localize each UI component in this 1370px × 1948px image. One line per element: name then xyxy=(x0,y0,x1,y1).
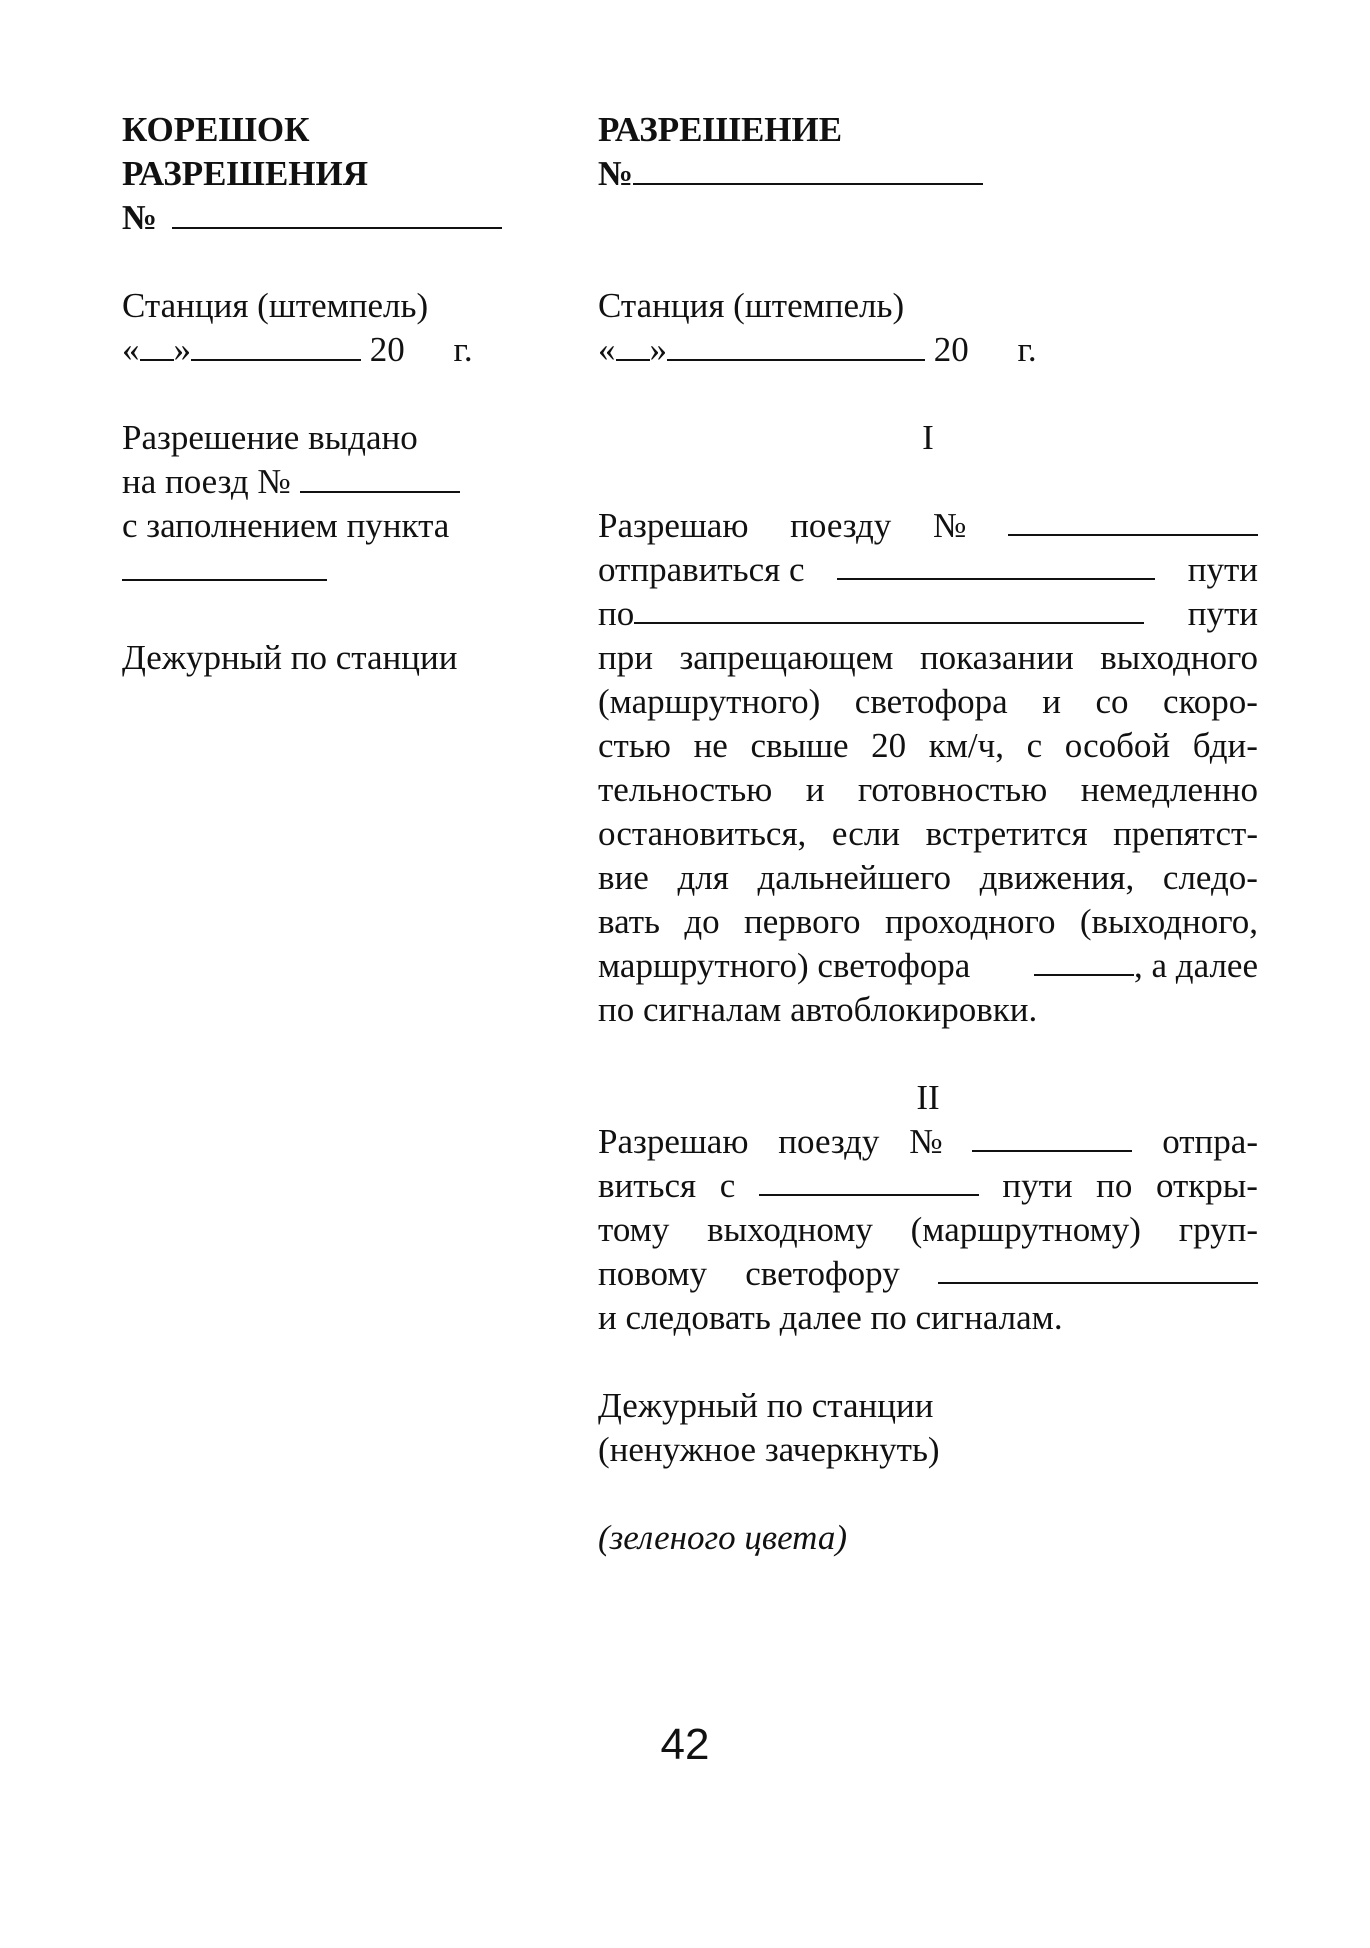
page-number: 42 xyxy=(660,1720,710,1769)
section-1-heading: I xyxy=(922,418,934,457)
permit-date-open: « xyxy=(598,330,616,369)
stub-number-label: № xyxy=(122,198,158,237)
s1-body-line: при запрещающем показании выходного xyxy=(598,638,1258,677)
stub-item-line xyxy=(122,548,522,592)
s1-body-line: остановиться, если встретится препятст- xyxy=(598,814,1258,853)
s1-train-number-blank xyxy=(1008,504,1258,536)
stub-issued-line1: Разрешение выдано xyxy=(122,418,418,457)
permit-duty-officer: Дежурный по станции xyxy=(598,1386,934,1425)
s1-signal-blank xyxy=(1034,944,1134,976)
permit-date-close: » xyxy=(649,330,667,369)
s1-l1-word-1: Разрешаю xyxy=(598,506,749,545)
s1-l1-word-2: поезду xyxy=(790,506,892,545)
permit-number-line xyxy=(598,152,1258,196)
stub-number-blank xyxy=(172,197,502,229)
stub-date-close: » xyxy=(173,330,191,369)
section-2-line-2: виться с пути по откры- xyxy=(598,1166,1258,1205)
permit-date-year-suffix: г. xyxy=(1017,330,1037,369)
stub-title-line2: РАЗРЕШЕНИЯ xyxy=(122,154,369,193)
permit-date-line xyxy=(598,328,1258,372)
stub-title-line1: КОРЕШОК xyxy=(122,110,310,149)
s1-body-line: тельностью и готовностью немедленно xyxy=(598,770,1258,809)
section-2-line-1: Разрешаю поезду № отпра- xyxy=(598,1122,1258,1161)
stub-day-blank xyxy=(140,329,174,361)
s1-l3-text: по xyxy=(598,594,635,633)
section-1-line-11 xyxy=(598,944,1258,988)
s1-l3-track: пути xyxy=(1187,594,1258,633)
permit-day-blank xyxy=(616,329,650,361)
s1-l2-track: пути xyxy=(1187,550,1258,589)
stub-station-label: Станция (штемпель) xyxy=(122,286,429,325)
stub-date-year-suffix: г. xyxy=(453,330,473,369)
stub-date-line xyxy=(122,328,522,372)
permit-cross-out-note: (ненужное зачеркнуть) xyxy=(598,1430,940,1469)
section-2-line-3: тому выходному (маршрутному) груп- xyxy=(598,1210,1258,1249)
s1-body-line: вие для дальнейшего движения, следо- xyxy=(598,858,1258,897)
section-1-line-1 xyxy=(598,504,1258,548)
s1-l1-word-3: № xyxy=(932,506,967,545)
stub-item-blank xyxy=(122,549,327,581)
s2-track-blank xyxy=(759,1164,979,1196)
stub-issued-line2 xyxy=(122,460,522,504)
permit-stub-column xyxy=(122,108,522,680)
permit-station-label: Станция (штемпель) xyxy=(598,286,905,325)
stub-month-blank xyxy=(191,329,361,361)
permit-column xyxy=(598,108,1258,1560)
stub-number-line xyxy=(122,196,522,240)
s1-body-line: (маршрутного) светофора и со скоро- xyxy=(598,682,1258,721)
stub-train-number-blank xyxy=(300,461,460,493)
permit-title: РАЗРЕШЕНИЕ xyxy=(598,110,843,149)
stub-issued-train-label: на поезд № xyxy=(122,462,291,501)
s1-track-from-blank xyxy=(837,548,1155,580)
section-1-line-2 xyxy=(598,548,1258,592)
section-1-line-3 xyxy=(598,592,1258,636)
s2-signal-blank xyxy=(938,1252,1258,1284)
section-1-body-lines xyxy=(598,636,1258,944)
section-2-heading: II xyxy=(916,1078,940,1117)
stub-date-open: « xyxy=(122,330,140,369)
s1-track-to-blank xyxy=(634,592,1144,624)
s1-l11-tail: , а далее xyxy=(1134,946,1258,985)
s1-l2-text: отправиться с xyxy=(598,550,805,589)
stub-duty-officer: Дежурный по станции xyxy=(122,638,458,677)
section-2-line-4: повому светофору xyxy=(598,1252,1258,1296)
permit-color-note: (зеленого цвета) xyxy=(598,1518,848,1557)
permit-date-year: 20 xyxy=(933,330,969,369)
s1-body-line: стью не свыше 20 км/ч, с особой бди- xyxy=(598,726,1258,765)
permit-number-blank xyxy=(633,153,983,185)
permit-month-blank xyxy=(667,329,925,361)
s2-train-number-blank xyxy=(972,1120,1132,1152)
stub-date-year: 20 xyxy=(369,330,405,369)
section-2-line-5: и следовать далее по сигналам. xyxy=(598,1298,1063,1337)
permit-number-label: № xyxy=(598,154,634,193)
stub-issued-line3: с заполнением пункта xyxy=(122,506,450,545)
s1-l11-text: маршрутного) светофора xyxy=(598,946,971,985)
s1-body-line: вать до первого проходного (выходного, xyxy=(598,902,1258,941)
section-1-line-12: по сигналам автоблокировки. xyxy=(598,990,1038,1029)
